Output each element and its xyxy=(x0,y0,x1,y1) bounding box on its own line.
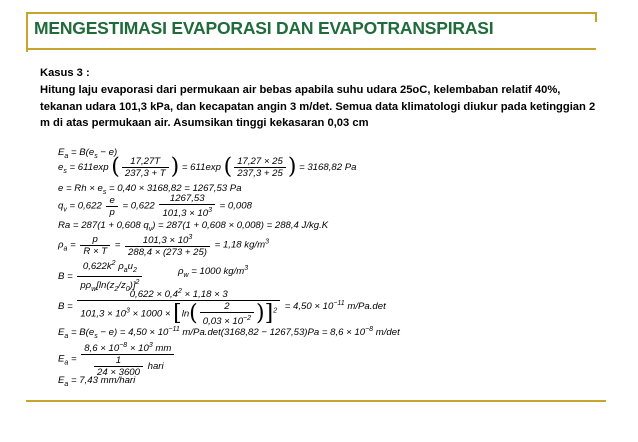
equation-es: $e_s = 611\exp$ ( $\frac{17,27T}{237,3 + T}$ ) = 611exp ( $\frac{17,27 \times 25}{237,3 + 25}$ ) = 3168,82 Pa xyxy=(58,154,357,180)
case-label: Kasus 3 : xyxy=(40,67,90,79)
equation-e: $e = Rh \times e_s = 0,40 \times 3168,82 = 1267,53$ Pa xyxy=(58,183,242,196)
equation-ea-final: $E_a = 7,43$ mm/hari xyxy=(58,375,136,388)
equation-ea-definition: $E_a = B(e_s - e)$ xyxy=(58,147,118,160)
page-title: MENGESTIMASI EVAPORASI DAN EVAPOTRANSPIRASI xyxy=(34,18,494,38)
top-rule xyxy=(26,12,596,14)
equation-qv: $q_v = 0,622$ $\frac{e}{p}$ = 0,622 $\frac{1267,53}{101,3 \times 10^3}$ = 0,008 xyxy=(58,193,252,220)
equation-b-value: B = $0,622 \times 0,4^2 \times 1,18 \times 3$ $101,3 \times 10^3 \times 1000 \times [\ln$( $\frac{2}{0,03 \times 10^{-2}}$ )]$^2$ = $4,50 \times 10^{-11}$ m/Pa.det xyxy=(58,288,386,328)
case-description: Hitung laju evaporasi dari permukaan air bebas apabila suhu udara 25oC, kelembaban relatif 40%, tekanan udara 101,3 kPa, dan kecapatan angin 3 m/det. Semua data klimatologi diukur pada ketinggian 2 m di atas permukaan air. Asumsikan tinggi kekasaran 0,03 cm xyxy=(40,84,596,129)
equation-ea-computed: $E_a = B(e_s - e) = 4,50 \times 10^{-11}$ $m/Pa.\det(3168,82 - 1267,53)Pa = 8,6 \times 10^{-8}$ m/det xyxy=(58,326,400,341)
equation-b-formula: B = $\frac{0,622k^2 \rho_au_2}{p\rho_w[\ln(z_2/z_0)]^2}$ xyxy=(58,258,144,295)
left-rule xyxy=(26,12,28,52)
equation-rho-w: $\rho_w = 1000$ $kg/m^3$ xyxy=(178,265,249,280)
title-underline xyxy=(26,48,596,50)
bottom-rule xyxy=(26,400,606,402)
equation-ra: Ra = 287(1 + 0,608 $q_v) = 287(1 + 0,608 \times 0,008) = 288,4$ J/kg.K xyxy=(58,220,329,233)
top-right-rule xyxy=(595,12,597,22)
equation-ea-converted: $E_a$ = $8,6 \times 10^{-8} \times 10^3$ mm $\frac{1}{24 \times 3600}$ hari xyxy=(58,340,176,378)
equation-rho-a: $\rho_a$ = $\frac{p}{R \times T}$ = $\frac{101,3 \times 10^3}{288,4 \times (273 + 25)}$ = 1,18 $kg/m^3$ xyxy=(58,233,269,259)
